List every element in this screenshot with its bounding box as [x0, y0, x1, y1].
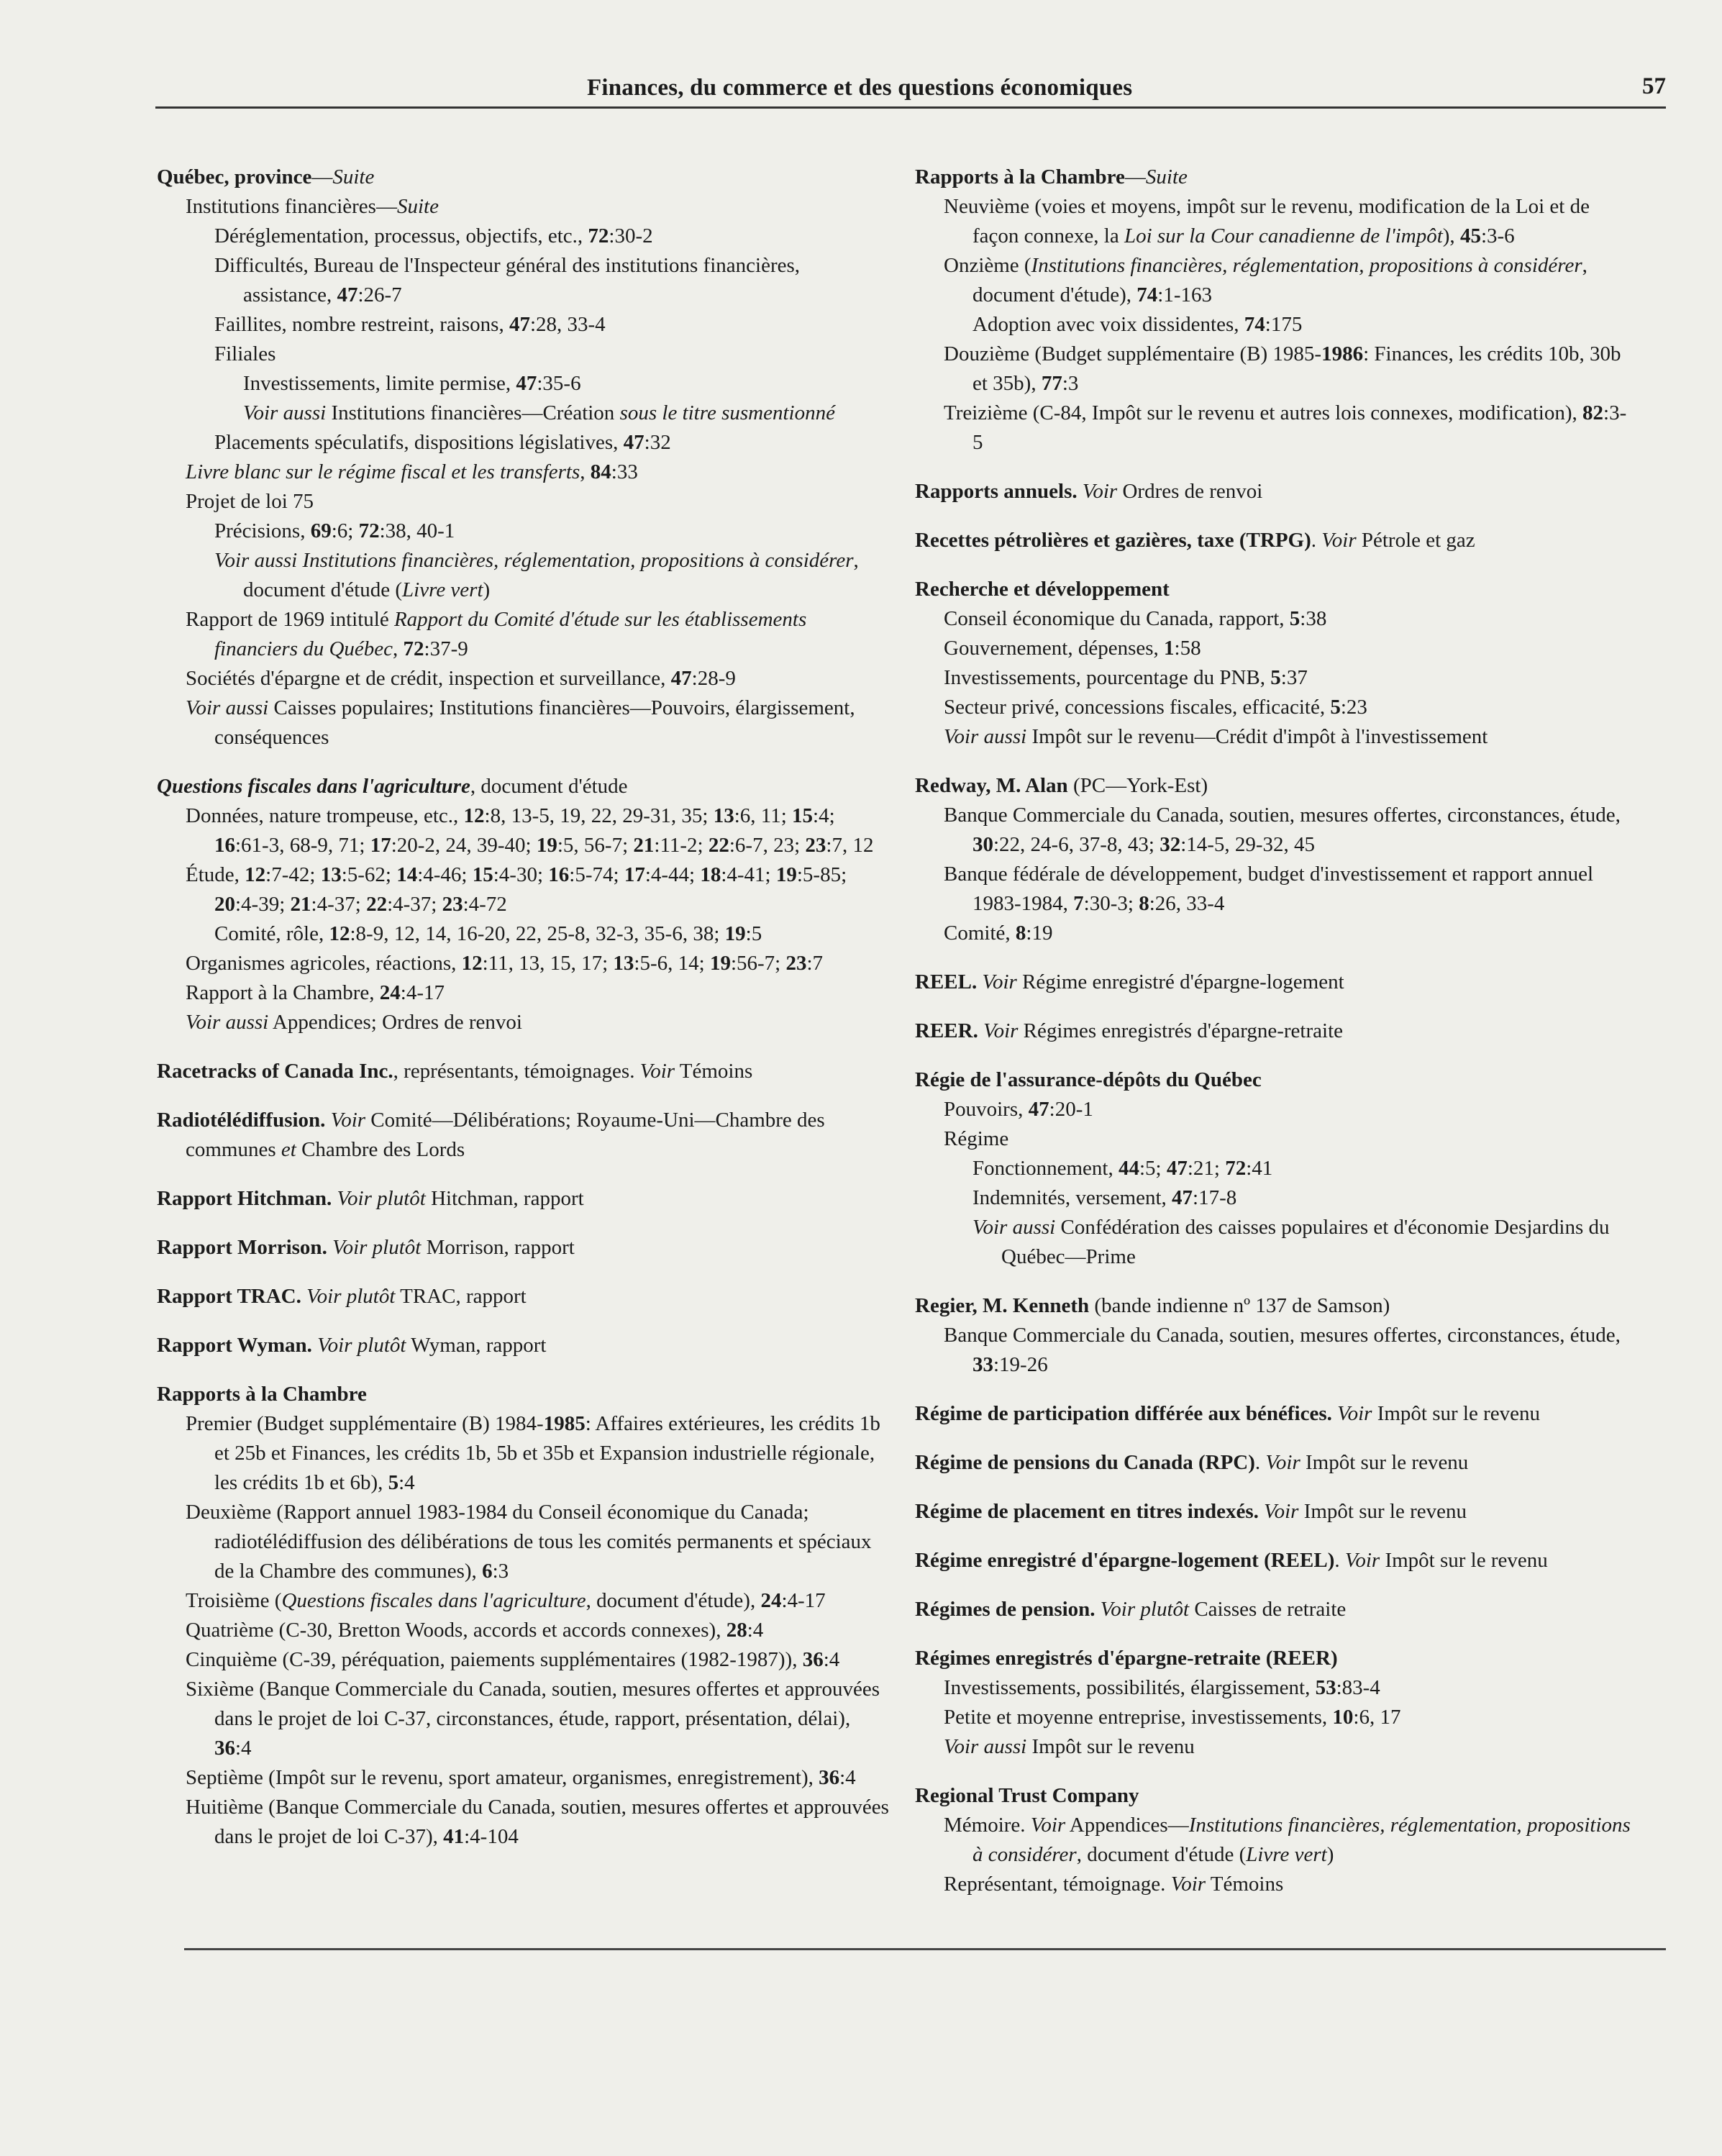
index-entry — [915, 1497, 1634, 1527]
index-subentry: Comité, rôle, 12:8-9, 12, 14, 16-20, 22, 25-8, 32-3, 35-6, 38; 19:5 — [214, 922, 762, 945]
index-subentry: Gouvernement, dépenses, 1:58 — [944, 637, 1201, 660]
index-subentry: Septième (Impôt sur le revenu, sport amateur, organismes, enregistrement), 36:4 — [186, 1766, 856, 1789]
index-subentry: Voir aussi Institutions financières—Création sous le titre susmentionné — [243, 401, 835, 424]
index-entry — [157, 163, 890, 752]
page-title: Finances, du commerce et des questions économiques — [587, 75, 1133, 101]
index-subentry: Voir aussi Caisses populaires; Institutions financières—Pouvoirs, élargissement, conséquences — [186, 696, 855, 749]
index-heading: Recherche et développement — [915, 578, 1170, 601]
index-subentry: Secteur privé, concessions fiscales, efficacité, 5:23 — [944, 696, 1367, 719]
index-subentry: Placements spéculatifs, dispositions législatives, 47:32 — [214, 431, 671, 454]
index-subentry: Précisions, 69:6; 72:38, 40-1 — [214, 519, 455, 542]
index-subentry: Régime — [944, 1127, 1009, 1150]
index-subentry: Comité, 8:19 — [944, 922, 1053, 945]
index-subentry: Projet de loi 75 — [186, 490, 314, 513]
index-heading: REER. Voir Régimes enregistrés d'épargne-retraite — [915, 1019, 1344, 1042]
index-entry — [915, 1016, 1634, 1046]
index-subentry: Deuxième (Rapport annuel 1983-1984 du Conseil économique du Canada; radiotélédiffusion des délibérations de tous les comités permanents et spéciaux de la Chambre des communes), 6:3 — [186, 1501, 872, 1583]
index-subentry: Quatrième (C-30, Bretton Woods, accords et accords connexes), 28:4 — [186, 1619, 764, 1642]
index-subentry: Voir aussi Impôt sur le revenu — [944, 1735, 1195, 1758]
index-heading: Régime enregistré d'épargne-logement (REEL). Voir Impôt sur le revenu — [915, 1549, 1548, 1572]
index-entry — [157, 1282, 890, 1311]
footer-rule — [184, 1948, 1666, 1950]
index-subentry: Difficultés, Bureau de l'Inspecteur général des institutions financières, assistance, 47:26-7 — [214, 254, 801, 306]
index-heading: Recettes pétrolières et gazières, taxe (TRPG). Voir Pétrole et gaz — [915, 529, 1475, 552]
index-subentry: Organismes agricoles, réactions, 12:11, 13, 15, 17; 13:5-6, 14; 19:56-7; 23:7 — [186, 952, 824, 975]
index-subentry: Voir aussi Appendices; Ordres de renvoi — [186, 1011, 522, 1034]
index-entry — [915, 1065, 1634, 1272]
index-subentry: Banque Commerciale du Canada, soutien, mesures offertes, circonstances, étude, 33:19-26 — [944, 1324, 1621, 1376]
index-heading: Rapport Wyman. Voir plutôt Wyman, rapport — [157, 1334, 547, 1357]
index-subentry: Banque fédérale de développement, budget d'investissement et rapport annuel 1983-1984, 7:30-3; 8:26, 33-4 — [944, 863, 1594, 915]
index-subentry: Conseil économique du Canada, rapport, 5:38 — [944, 607, 1327, 630]
index-entry — [915, 1448, 1634, 1478]
index-subentry: Sociétés d'épargne et de crédit, inspection et surveillance, 47:28-9 — [186, 667, 736, 690]
index-heading: Redway, M. Alan (PC—York-Est) — [915, 774, 1208, 797]
index-entry — [157, 1184, 890, 1214]
index-column-left — [157, 163, 890, 1871]
index-heading: Regional Trust Company — [915, 1784, 1139, 1807]
index-subentry: Livre blanc sur le régime fiscal et les transferts, 84:33 — [186, 460, 638, 483]
header-rule — [155, 106, 1666, 109]
page-header — [155, 66, 1666, 124]
index-heading: Questions fiscales dans l'agriculture, document d'étude — [157, 775, 628, 798]
index-subentry: Adoption avec voix dissidentes, 74:175 — [972, 313, 1303, 336]
index-subentry: Fonctionnement, 44:5; 47:21; 72:41 — [972, 1157, 1273, 1180]
index-heading: Régime de participation différée aux bénéfices. Voir Impôt sur le revenu — [915, 1402, 1541, 1425]
index-entry — [915, 1546, 1634, 1575]
index-subentry: Mémoire. Voir Appendices—Institutions financières, réglementation, propositions à considérer, document d'étude (Livre vert) — [944, 1814, 1631, 1866]
index-entry — [915, 1644, 1634, 1762]
index-heading: Régimes enregistrés d'épargne-retraite (REER) — [915, 1647, 1338, 1670]
index-subentry: Investissements, possibilités, élargissement, 53:83-4 — [944, 1676, 1380, 1699]
index-subentry: Voir aussi Institutions financières, réglementation, propositions à considérer, document d'étude (Livre vert) — [214, 549, 859, 601]
index-subentry: Huitième (Banque Commerciale du Canada, soutien, mesures offertes et approuvées dans le projet de loi C-37), 41:4-104 — [186, 1796, 889, 1848]
index-subentry: Indemnités, versement, 47:17-8 — [972, 1186, 1237, 1209]
index-subentry: Étude, 12:7-42; 13:5-62; 14:4-46; 15:4-30; 16:5-74; 17:4-44; 18:4-41; 19:5-85; 20:4-39; 21:4-37; 22:4-37; 23:4-72 — [186, 863, 847, 916]
index-heading: Racetracks of Canada Inc., représentants, témoignages. Voir Témoins — [157, 1060, 753, 1083]
index-heading: Rapports à la Chambre — [157, 1383, 367, 1406]
index-subentry: Représentant, témoignage. Voir Témoins — [944, 1873, 1284, 1896]
index-subentry: Neuvième (voies et moyens, impôt sur le revenu, modification de la Loi et de façon connexe, la Loi sur la Cour canadienne de l'impôt), 45:3-6 — [944, 195, 1590, 247]
index-heading: Régie de l'assurance-dépôts du Québec — [915, 1068, 1262, 1091]
index-entry — [157, 1380, 890, 1852]
index-subentry: Onzième (Institutions financières, réglementation, propositions à considérer, document d'étude), 74:1-163 — [944, 254, 1587, 306]
page-number: 57 — [1642, 73, 1666, 99]
index-entry — [915, 968, 1634, 997]
index-entry — [915, 163, 1634, 458]
index-subentry: Voir aussi Impôt sur le revenu—Crédit d'impôt à l'investissement — [944, 725, 1488, 748]
index-subentry: Faillites, nombre restreint, raisons, 47:28, 33-4 — [214, 313, 606, 336]
index-heading: Régime de placement en titres indexés. Voir Impôt sur le revenu — [915, 1500, 1467, 1523]
index-subentry: Douzième (Budget supplémentaire (B) 1985-1986: Finances, les crédits 10b, 30b et 35b), 77:3 — [944, 342, 1621, 395]
index-heading: Rapports annuels. Voir Ordres de renvoi — [915, 480, 1263, 503]
index-subentry: Pouvoirs, 47:20-1 — [944, 1098, 1093, 1121]
index-subentry: Banque Commerciale du Canada, soutien, mesures offertes, circonstances, étude, 30:22, 24-6, 37-8, 43; 32:14-5, 29-32, 45 — [944, 804, 1621, 856]
index-entry — [157, 1233, 890, 1263]
index-entry — [915, 771, 1634, 948]
index-heading: Régimes de pension. Voir plutôt Caisses de retraite — [915, 1598, 1347, 1621]
index-subentry: Institutions financières—Suite — [186, 195, 439, 218]
index-entry — [157, 1057, 890, 1086]
index-subentry: Investissements, limite permise, 47:35-6 — [243, 372, 581, 395]
index-heading: Rapport Hitchman. Voir plutôt Hitchman, rapport — [157, 1187, 584, 1210]
index-entry — [915, 1399, 1634, 1429]
index-subentry: Cinquième (C-39, péréquation, paiements supplémentaires (1982-1987)), 36:4 — [186, 1648, 840, 1671]
index-heading: Regier, M. Kenneth (bande indienne nº 137 de Samson) — [915, 1294, 1390, 1317]
index-entry — [915, 477, 1634, 506]
index-subentry: Filiales — [214, 342, 276, 365]
index-entry — [157, 772, 890, 1037]
index-heading: Rapports à la Chambre—Suite — [915, 165, 1188, 188]
index-entry — [157, 1106, 890, 1165]
index-subentry: Données, nature trompeuse, etc., 12:8, 13-5, 19, 22, 29-31, 35; 13:6, 11; 15:4; 16:61-3, 68-9, 71; 17:20-2, 24, 39-40; 19:5, 56-7; 21:11-2; 22:6-7, 23; 23:7, 12 — [186, 804, 874, 857]
index-heading: Régime de pensions du Canada (RPC). Voir Impôt sur le revenu — [915, 1451, 1469, 1474]
index-subentry: Troisième (Questions fiscales dans l'agriculture, document d'étude), 24:4-17 — [186, 1589, 826, 1612]
index-entry — [915, 1291, 1634, 1380]
index-heading: Radiotélédiffusion. Voir Comité—Délibérations; Royaume-Uni—Chambre des communes et Chambre des Lords — [157, 1109, 825, 1161]
index-subentry: Treizième (C-84, Impôt sur le revenu et autres lois connexes, modification), 82:3-5 — [944, 401, 1627, 454]
index-subentry: Déréglementation, processus, objectifs, etc., 72:30-2 — [214, 224, 653, 247]
index-heading: Québec, province—Suite — [157, 165, 375, 188]
index-column-right — [915, 163, 1634, 1919]
index-subentry: Investissements, pourcentage du PNB, 5:37 — [944, 666, 1308, 689]
index-subentry: Sixième (Banque Commerciale du Canada, soutien, mesures offertes et approuvées dans le projet de loi C-37, circonstances, étude, rapport, présentation, délai), 36:4 — [186, 1678, 880, 1760]
index-entry — [915, 1781, 1634, 1899]
index-subentry: Rapport de 1969 intitulé Rapport du Comité d'étude sur les établissements financiers du Québec, 72:37-9 — [186, 608, 807, 660]
index-heading: Rapport Morrison. Voir plutôt Morrison, rapport — [157, 1236, 575, 1259]
index-subentry: Rapport à la Chambre, 24:4-17 — [186, 981, 445, 1004]
index-heading: Rapport TRAC. Voir plutôt TRAC, rapport — [157, 1285, 527, 1308]
index-subentry: Petite et moyenne entreprise, investissements, 10:6, 17 — [944, 1706, 1401, 1729]
index-entry — [915, 575, 1634, 752]
index-subentry: Premier (Budget supplémentaire (B) 1984-1985: Affaires extérieures, les crédits 1b et 25b et Finances, les crédits 1b, 5b et 35b et Expansion industrielle régionale, les crédits 1b et 6b), 5:4 — [186, 1412, 880, 1494]
index-subentry: Voir aussi Confédération des caisses populaires et d'économie Desjardins du Québec—Prime — [972, 1216, 1610, 1268]
index-entry — [915, 526, 1634, 555]
index-entry — [915, 1595, 1634, 1624]
index-entry — [157, 1331, 890, 1360]
index-heading: REEL. Voir Régime enregistré d'épargne-logement — [915, 970, 1344, 993]
